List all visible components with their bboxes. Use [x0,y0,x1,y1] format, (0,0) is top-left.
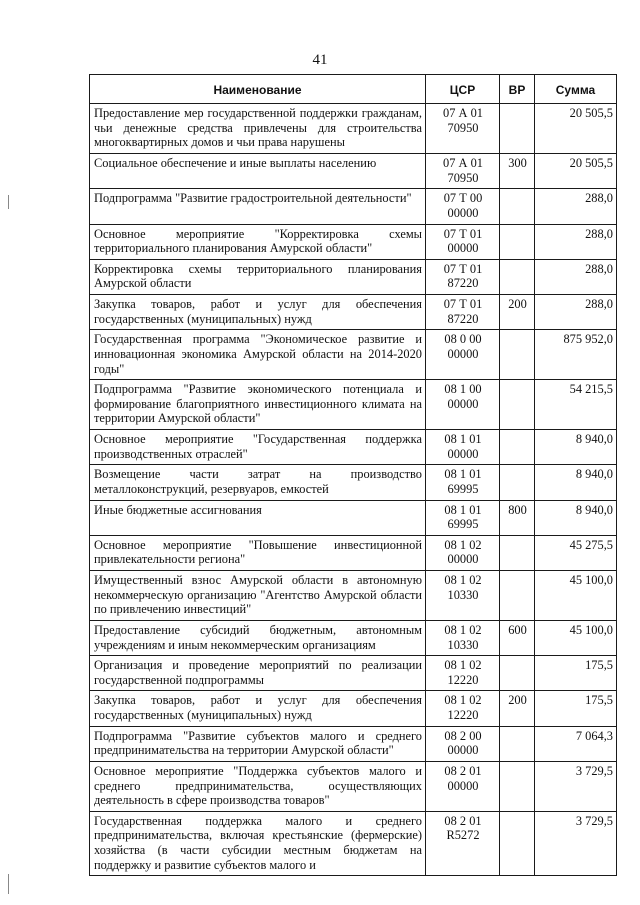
table-row [90,620,617,655]
row-name: Закупка товаров, работ и услуг для обеспечения государственных (муниципальных) нужд [90,295,426,330]
row-name: Государственная поддержка малого и среднего предпринимательства, включая крестьянские (фермерские) хозяйства (в части субсидии местным бюджетам на поддержку и развитие субъектов малого и [90,811,426,876]
row-sum: 288,0 [535,189,617,224]
row-vr: 300 [500,154,535,189]
table-row [90,330,617,380]
row-vr [500,430,535,465]
row-sum: 20 505,5 [535,104,617,154]
row-sum: 875 952,0 [535,330,617,380]
row-sum: 3 729,5 [535,761,617,811]
row-sum: 8 940,0 [535,500,617,535]
table-row [90,571,617,621]
row-sum: 175,5 [535,691,617,726]
row-vr [500,761,535,811]
table-row [90,259,617,294]
table-row [90,500,617,535]
row-vr: 800 [500,500,535,535]
row-name: Основное мероприятие "Государственная поддержка производственных отраслей" [90,430,426,465]
header-vr: ВР [500,75,535,104]
row-csr: 08 1 02 10330 [426,620,500,655]
row-vr [500,259,535,294]
table-row [90,761,617,811]
row-name: Корректировка схемы территориального планирования Амурской области [90,259,426,294]
row-sum: 8 940,0 [535,465,617,500]
row-csr: 08 0 00 00000 [426,330,500,380]
row-csr: 08 2 00 00000 [426,726,500,761]
table-row [90,726,617,761]
row-name: Государственная программа "Экономическое развитие и инновационная экономика Амурской области на 2014-2020 годы" [90,330,426,380]
header-csr: ЦСР [426,75,500,104]
row-vr [500,465,535,500]
row-vr: 200 [500,691,535,726]
table-row [90,295,617,330]
row-csr: 08 1 02 12220 [426,691,500,726]
row-name: Основное мероприятие "Корректировка схемы территориального планирования Амурской области" [90,224,426,259]
budget-table [89,74,617,876]
row-name: Основное мероприятие "Поддержка субъектов малого и среднего предпринимательства, осуществляющих деятельность в сфере производства товаров" [90,761,426,811]
row-sum: 3 729,5 [535,811,617,876]
row-vr [500,811,535,876]
row-vr [500,535,535,570]
row-sum: 7 064,3 [535,726,617,761]
row-csr: 08 1 02 00000 [426,535,500,570]
row-csr: 08 1 01 69995 [426,500,500,535]
table-row [90,691,617,726]
table-row [90,104,617,154]
row-name: Имущественный взнос Амурской области в автономную некоммерческую организацию "Агентство Амурской области по привлечению инвестиций" [90,571,426,621]
row-vr [500,380,535,430]
row-sum: 45 275,5 [535,535,617,570]
scan-edge-mark [8,195,9,209]
row-name: Закупка товаров, работ и услуг для обеспечения государственных (муниципальных) нужд [90,691,426,726]
row-sum: 288,0 [535,295,617,330]
table-row [90,656,617,691]
row-name: Предоставление субсидий бюджетным, автономным учреждениям и иным некоммерческим организациям [90,620,426,655]
row-vr [500,656,535,691]
row-name: Возмещение части затрат на производство металлоконструкций, резервуаров, емкостей [90,465,426,500]
row-vr [500,726,535,761]
row-vr [500,189,535,224]
table-row [90,154,617,189]
row-vr [500,330,535,380]
row-name: Предоставление мер государственной поддержки гражданам, чьи денежные средства привлечены для строительства многоквартирных домов и чьи права нарушены [90,104,426,154]
row-csr: 08 1 01 00000 [426,430,500,465]
row-name: Социальное обеспечение и иные выплаты населению [90,154,426,189]
table-header-row [90,75,617,104]
row-name: Подпрограмма "Развитие субъектов малого и среднего предпринимательства на территории Амурской области" [90,726,426,761]
table-row [90,430,617,465]
row-csr: 07 А 01 70950 [426,154,500,189]
row-csr: 08 1 00 00000 [426,380,500,430]
header-name: Наименование [90,75,426,104]
table-row [90,811,617,876]
row-sum: 288,0 [535,224,617,259]
scan-edge-mark [8,874,9,894]
row-vr [500,224,535,259]
table-row [90,380,617,430]
row-sum: 20 505,5 [535,154,617,189]
row-sum: 45 100,0 [535,620,617,655]
row-sum: 8 940,0 [535,430,617,465]
row-csr: 07 Т 01 00000 [426,224,500,259]
row-name: Подпрограмма "Развитие экономического потенциала и формирование благоприятного инвестиционного климата на территории Амурской области" [90,380,426,430]
row-csr: 08 1 02 12220 [426,656,500,691]
row-name: Иные бюджетные ассигнования [90,500,426,535]
row-sum: 288,0 [535,259,617,294]
table-row [90,189,617,224]
row-csr: 07 А 01 70950 [426,104,500,154]
row-vr [500,571,535,621]
row-sum: 45 100,0 [535,571,617,621]
row-name: Организация и проведение мероприятий по реализации государственной подпрограммы [90,656,426,691]
table-row [90,465,617,500]
row-name: Основное мероприятие "Повышение инвестиционной привлекательности региона" [90,535,426,570]
table-row [90,224,617,259]
row-csr: 08 2 01 R5272 [426,811,500,876]
row-csr: 08 1 02 10330 [426,571,500,621]
row-csr: 07 Т 01 87220 [426,295,500,330]
row-vr: 200 [500,295,535,330]
header-sum: Сумма [535,75,617,104]
row-sum: 54 215,5 [535,380,617,430]
row-csr: 07 Т 01 87220 [426,259,500,294]
row-vr: 600 [500,620,535,655]
row-vr [500,104,535,154]
row-csr: 07 Т 00 00000 [426,189,500,224]
row-csr: 08 1 01 69995 [426,465,500,500]
page-number: 41 [312,52,328,68]
row-csr: 08 2 01 00000 [426,761,500,811]
table-row [90,535,617,570]
row-sum: 175,5 [535,656,617,691]
row-name: Подпрограмма "Развитие градостроительной деятельности" [90,189,426,224]
